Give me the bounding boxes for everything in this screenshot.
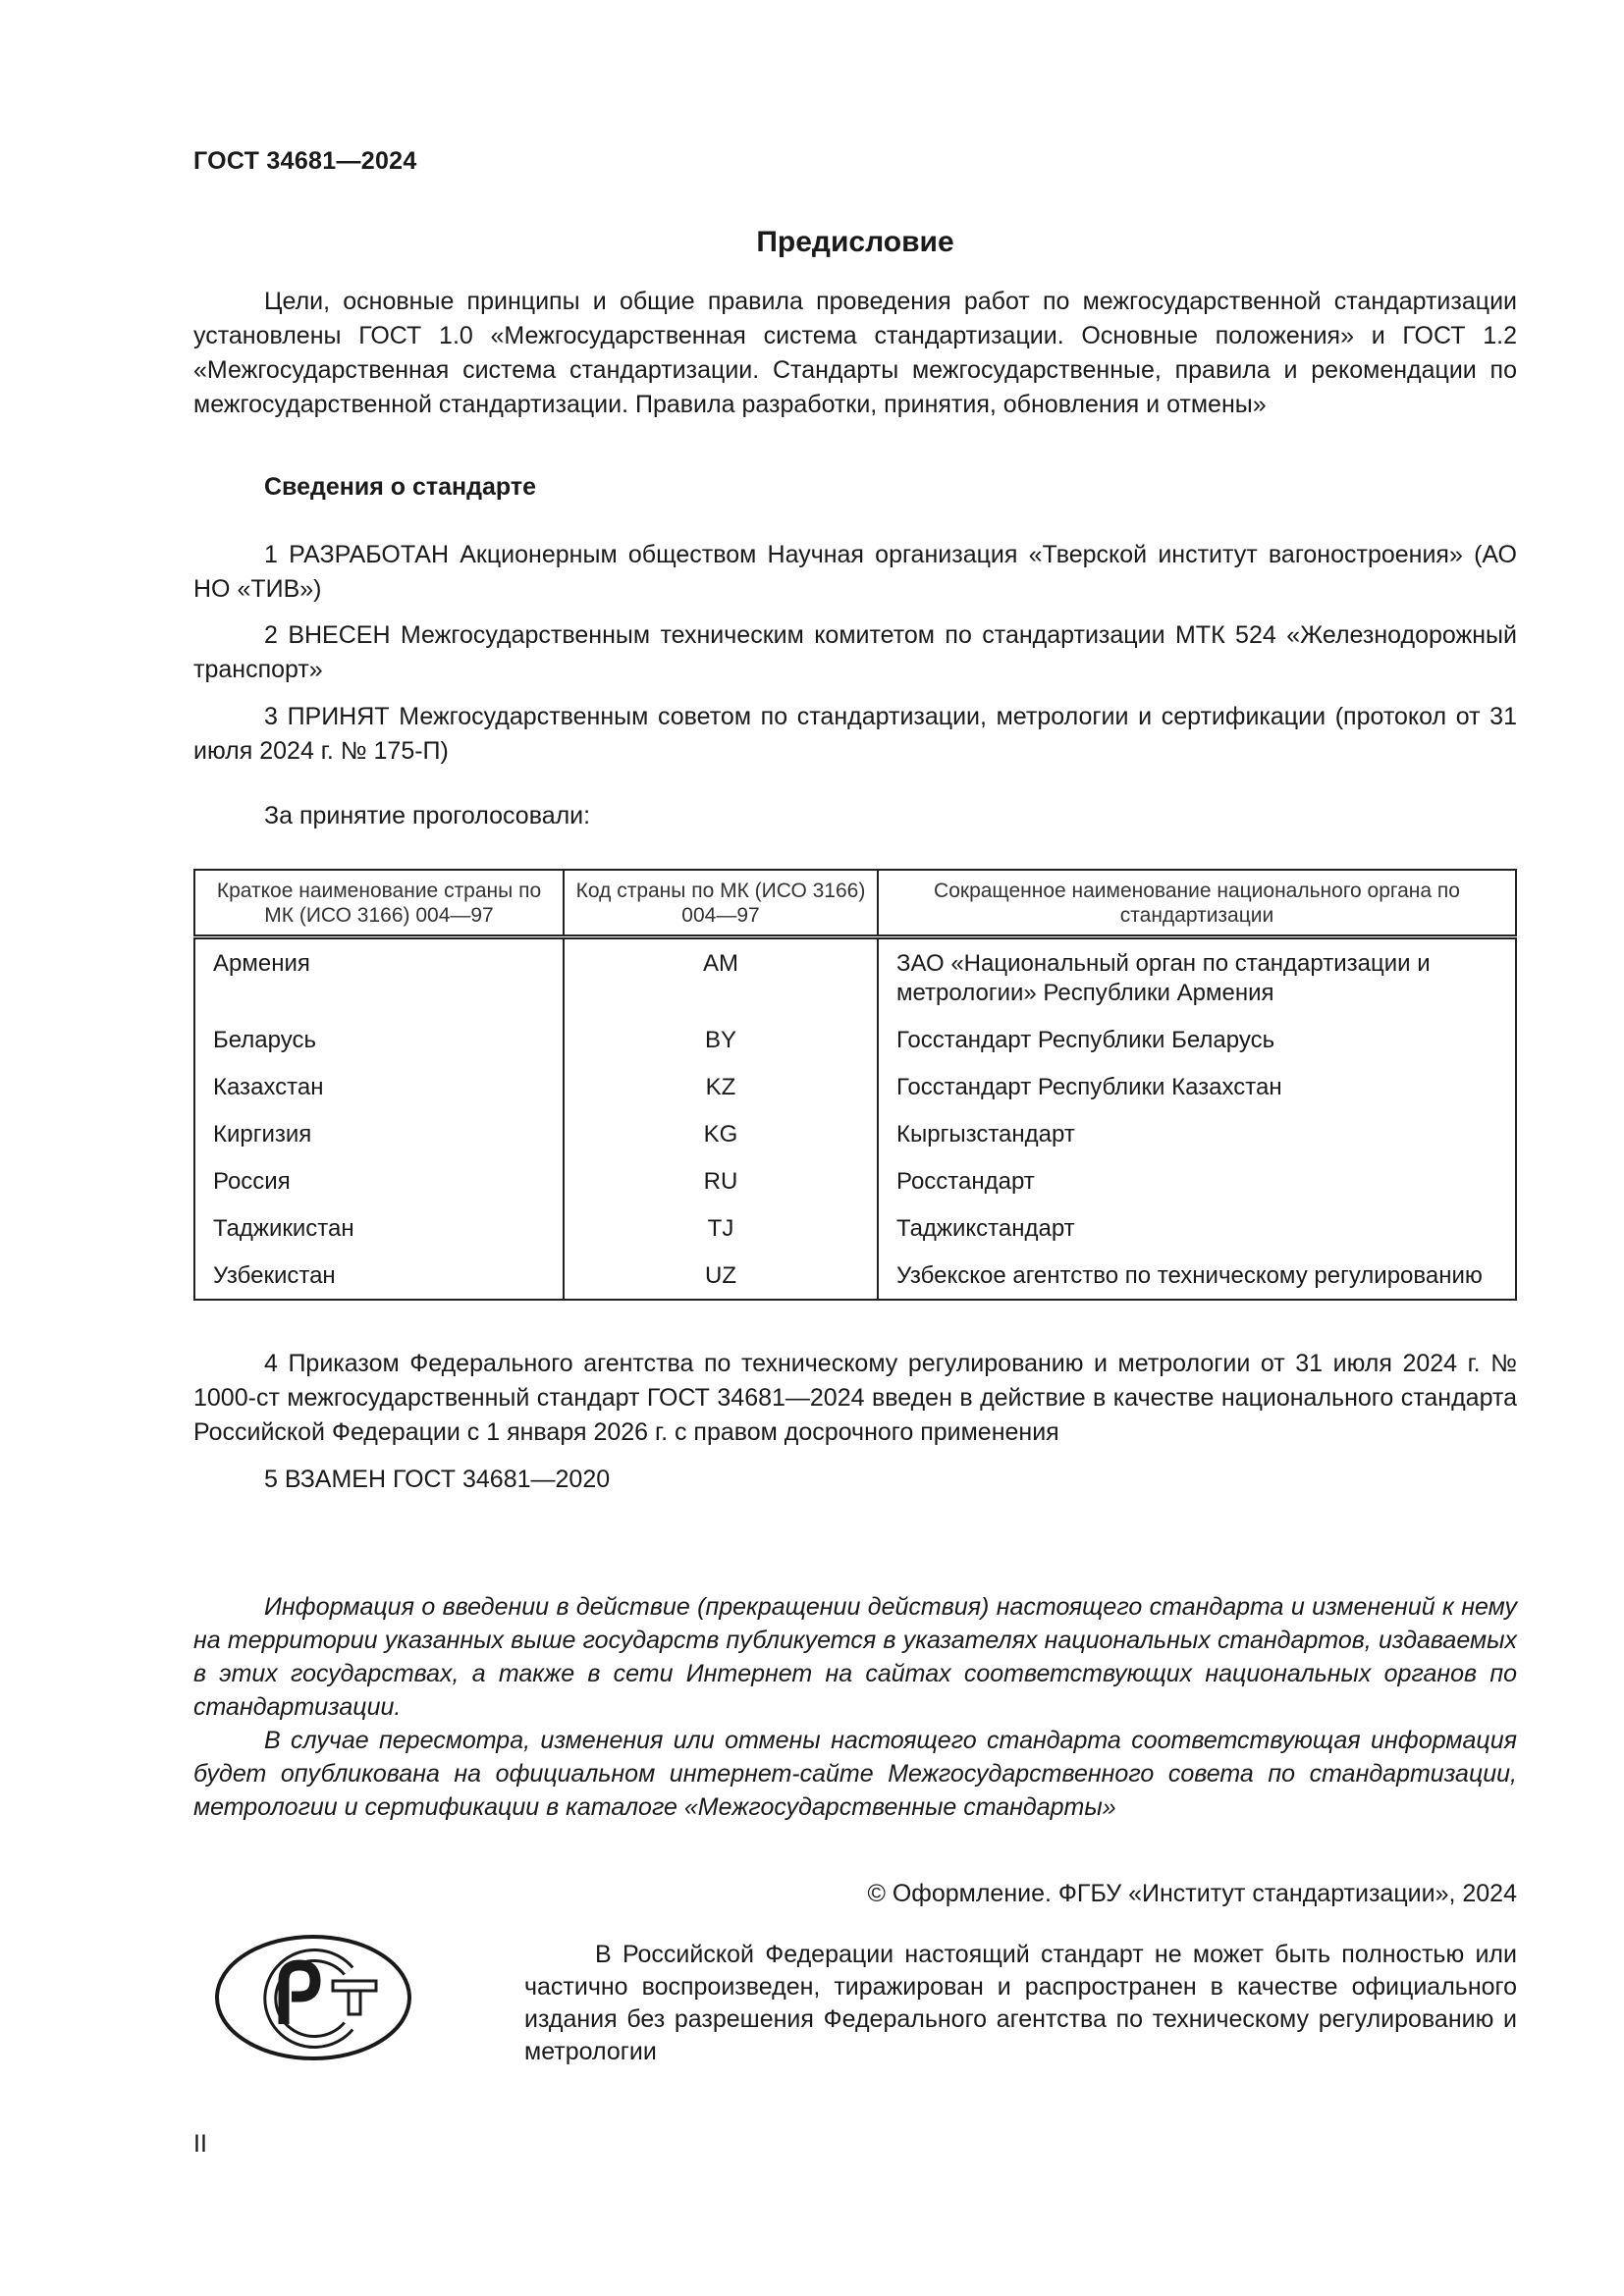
col-header-body: Сокращенное наименование национального органа по стандартизации — [878, 870, 1516, 937]
cell-country: Казахстан — [194, 1063, 564, 1110]
item-1: 1 РАЗРАБОТАН Акционерным обществом Научная организация «Тверской институт вагоностроения» (АО НО «ТИВ») — [193, 541, 1517, 603]
info-paragraph-1: Информация о введении в действие (прекращении действия) настоящего стандарта и изменений к нему на территории указанных выше государств публикуется в указателях национальных стандартов, издаваемых в этих государствах, а также в сети Интернет на сайтах соответствующих национальных органов по стандартизации. — [193, 1593, 1517, 1721]
cell-country: Армения — [194, 937, 564, 1017]
cell-code: AM — [564, 937, 878, 1017]
cell-code: KZ — [564, 1063, 878, 1110]
cell-body: Госстандарт Республики Казахстан — [878, 1063, 1516, 1110]
info-paragraph-2: В случае пересмотра, изменения или отмены настоящего стандарта соответствующая информация будет опубликована на официальном интернет-сайте Межгосударственного совета по стандартизации, метрологии и сертификации в каталоге «Межгосударственные стандарты» — [193, 1727, 1517, 1821]
cell-body: Госстандарт Республики Беларусь — [878, 1016, 1516, 1063]
item-4: 4 Приказом Федерального агентства по техническому регулированию и метрологии от 31 июля 2024 г. № 1000-ст межгосударственный стандарт ГОСТ 34681—2024 введен в действие в качестве национального стандарта Российской Федерации с 1 января 2026 г. с правом досрочного применения — [193, 1350, 1517, 1446]
copyright-line: © Оформление. ФГБУ «Институт стандартизации», 2024 — [867, 1880, 1517, 1907]
cell-code: KG — [564, 1110, 878, 1157]
cell-body: Таджикстандарт — [878, 1204, 1516, 1252]
cell-body: ЗАО «Национальный орган по стандартизации и метрологии» Республики Армения — [878, 937, 1516, 1017]
table-row — [194, 1063, 1516, 1110]
document-id: ГОСТ 34681—2024 — [193, 147, 417, 175]
intro-paragraph: Цели, основные принципы и общие правила проведения работ по межгосударственной стандартизации установлены ГОСТ 1.0 «Межгосударственная система стандартизации. Основные положения» и ГОСТ 1.2 «Межгосударственная система стандартизации. Стандарты межгосударственные, правила и рекомендации по межгосударственной стандартизации. Правила разработки, принятия, обновления и отмены» — [193, 288, 1517, 418]
gost-r-logo-icon — [213, 1932, 414, 2064]
col-header-code: Код страны по МК (ИСО 3166) 004—97 — [564, 870, 878, 937]
section-subheading: Сведения о стандарте — [264, 473, 537, 501]
col-header-country: Краткое наименование страны по МК (ИСО 3166) 004—97 — [194, 870, 564, 937]
cell-country: Таджикистан — [194, 1204, 564, 1252]
voting-table — [193, 869, 1517, 1301]
cell-country: Узбекистан — [194, 1252, 564, 1300]
vote-label: За принятие проголосовали: — [264, 802, 591, 829]
table-row — [194, 1157, 1516, 1204]
item-5: 5 ВЗАМЕН ГОСТ 34681—2020 — [264, 1466, 611, 1493]
item-2: 2 ВНЕСЕН Межгосударственным техническим комитетом по стандартизации МТК 524 «Железнодорожный транспорт» — [193, 621, 1517, 683]
page-title: Предисловие — [756, 226, 954, 258]
page-number: II — [193, 2130, 207, 2158]
cell-body: Росстандарт — [878, 1157, 1516, 1204]
cell-code: RU — [564, 1157, 878, 1204]
cell-country: Киргизия — [194, 1110, 564, 1157]
cell-country: Беларусь — [194, 1016, 564, 1063]
cell-body: Узбекское агентство по техническому регулированию — [878, 1252, 1516, 1300]
table-header-row — [194, 870, 1516, 937]
reproduction-notice: В Российской Федерации настоящий стандарт не может быть полностью или частично воспроизведен, тиражирован и распространен в качестве официального издания без разрешения Федерального агентства по техническому регулированию и метрологии — [524, 1941, 1517, 2065]
cell-code: UZ — [564, 1252, 878, 1300]
item-3: 3 ПРИНЯТ Межгосударственным советом по стандартизации, метрологии и сертификации (протокол от 31 июля 2024 г. № 175-П) — [193, 703, 1517, 765]
table-row — [194, 1110, 1516, 1157]
table-row — [194, 1016, 1516, 1063]
table-row — [194, 1252, 1516, 1300]
cell-code: BY — [564, 1016, 878, 1063]
cell-body: Кыргызстандарт — [878, 1110, 1516, 1157]
cell-country: Россия — [194, 1157, 564, 1204]
table-row — [194, 1204, 1516, 1252]
cell-code: TJ — [564, 1204, 878, 1252]
table-row — [194, 937, 1516, 1017]
